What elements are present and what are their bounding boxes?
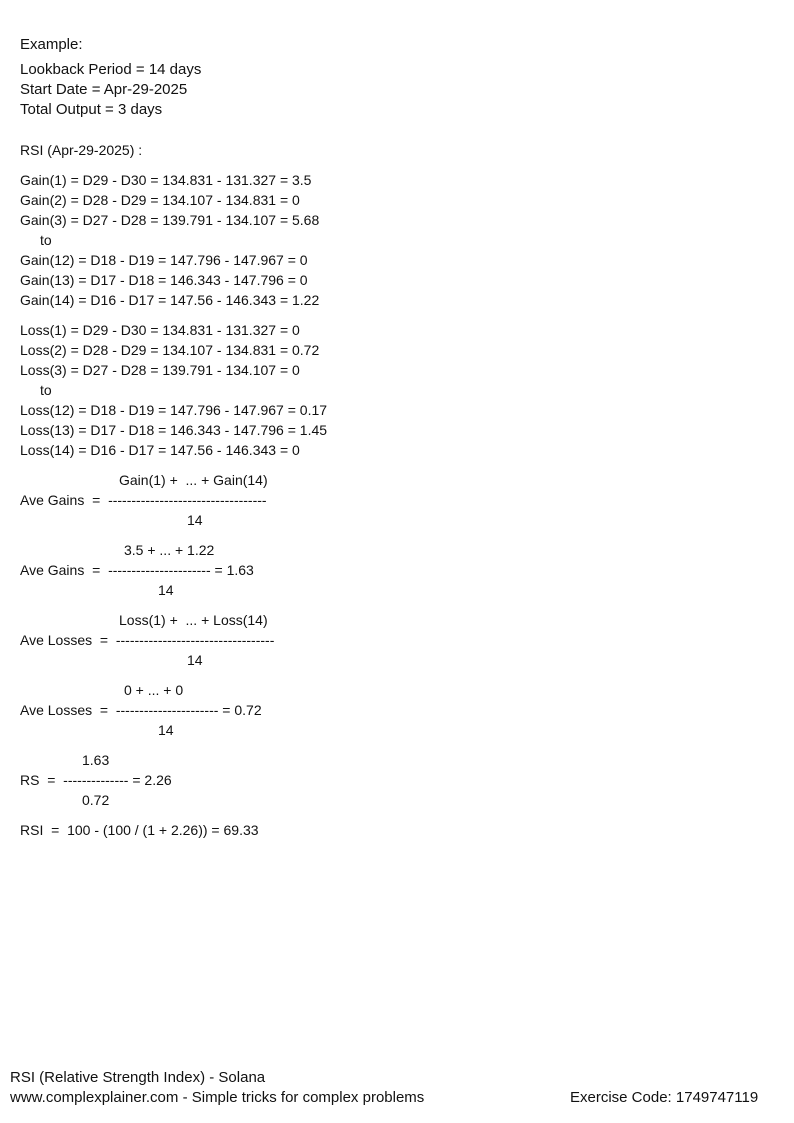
rs-numerator: 1.63 <box>82 752 110 768</box>
ave-losses-formula-line: Ave Losses = ---------------------------------- <box>20 632 275 648</box>
footer-title: RSI (Relative Strength Index) - Solana <box>10 1069 266 1086</box>
loss-line-14: Loss(14) = D16 - D17 = 147.56 - 146.343 = 0 <box>20 442 300 458</box>
lookback-period: Lookback Period = 14 days <box>20 61 202 78</box>
ave-losses-value-denominator: 14 <box>158 722 174 738</box>
gain-line-13: Gain(13) = D17 - D18 = 146.343 - 147.796 = 0 <box>20 272 308 288</box>
ave-losses-value-numerator: 0 + ... + 0 <box>124 682 184 698</box>
gain-line-3: Gain(3) = D27 - D28 = 139.791 - 134.107 = 5.68 <box>20 212 320 228</box>
ave-gains-value-denominator: 14 <box>158 582 174 598</box>
gain-to: to <box>40 232 52 248</box>
rs-denominator: 0.72 <box>82 792 110 808</box>
loss-line-2: Loss(2) = D28 - D29 = 134.107 - 134.831 = 0.72 <box>20 342 320 358</box>
loss-line-13: Loss(13) = D17 - D18 = 146.343 - 147.796 = 1.45 <box>20 422 328 438</box>
ave-gains-formula-line: Ave Gains = ---------------------------------- <box>20 492 267 508</box>
ave-losses-value-line: Ave Losses = ---------------------- = 0.72 <box>20 702 262 718</box>
rsi-date-header: RSI (Apr-29-2025) : <box>20 142 143 158</box>
gain-line-2: Gain(2) = D28 - D29 = 134.107 - 134.831 = 0 <box>20 192 300 208</box>
gain-line-14: Gain(14) = D16 - D17 = 147.56 - 146.343 = 1.22 <box>20 292 320 308</box>
start-date: Start Date = Apr-29-2025 <box>20 81 188 98</box>
loss-line-1: Loss(1) = D29 - D30 = 134.831 - 131.327 = 0 <box>20 322 300 338</box>
loss-to: to <box>40 382 52 398</box>
ave-losses-formula-denominator: 14 <box>187 652 203 668</box>
ave-gains-value-line: Ave Gains = ---------------------- = 1.63 <box>20 562 254 578</box>
gain-line-12: Gain(12) = D18 - D19 = 147.796 - 147.967 = 0 <box>20 252 308 268</box>
ave-gains-value-numerator: 3.5 + ... + 1.22 <box>124 542 215 558</box>
ave-losses-formula-numerator: Loss(1) + ... + Loss(14) <box>119 612 268 628</box>
loss-line-12: Loss(12) = D18 - D19 = 147.796 - 147.967 = 0.17 <box>20 402 328 418</box>
ave-gains-formula-numerator: Gain(1) + ... + Gain(14) <box>119 472 268 488</box>
rsi-result: RSI = 100 - (100 / (1 + 2.26)) = 69.33 <box>20 822 259 838</box>
exercise-code: Exercise Code: 1749747119 <box>570 1089 759 1106</box>
loss-line-3: Loss(3) = D27 - D28 = 139.791 - 134.107 = 0 <box>20 362 300 378</box>
ave-gains-formula-denominator: 14 <box>187 512 203 528</box>
total-output: Total Output = 3 days <box>20 101 163 118</box>
rs-line: RS = -------------- = 2.26 <box>20 772 172 788</box>
example-label: Example: <box>20 36 83 53</box>
footer-site-link[interactable]: www.complexplainer.com - Simple tricks for complex problems <box>10 1089 425 1106</box>
gain-line-1: Gain(1) = D29 - D30 = 134.831 - 131.327 = 3.5 <box>20 172 312 188</box>
